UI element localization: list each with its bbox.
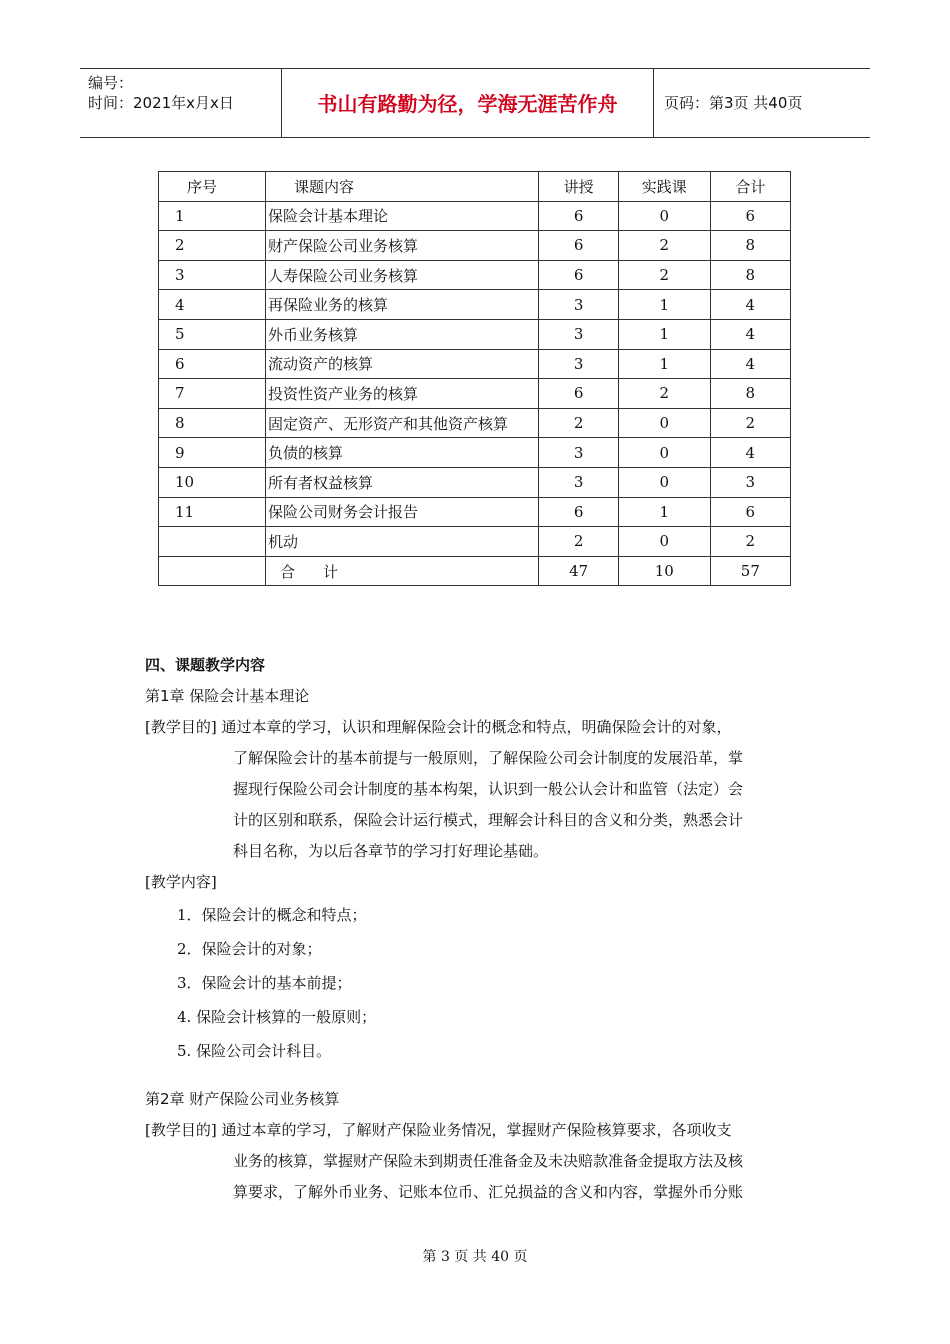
table-cell: 10	[159, 467, 266, 497]
table-row	[159, 467, 791, 497]
header-meta	[88, 73, 278, 113]
page-header	[80, 68, 870, 138]
table-cell: 1	[618, 319, 710, 349]
table-cell: 再保险业务的核算	[265, 290, 538, 320]
table-cell: 流动资产的核算	[265, 349, 538, 379]
header-time-label: 时间：2021年x月x日	[88, 94, 234, 112]
table-cell: 0	[618, 527, 710, 557]
table-cell: 0	[618, 438, 710, 468]
table-cell: 6	[710, 201, 790, 231]
table-row	[159, 349, 791, 379]
table-cell: 2	[618, 379, 710, 409]
list-item: 3．保险会计的基本前提；	[177, 974, 352, 992]
table-cell: 6	[710, 497, 790, 527]
table-cell	[159, 556, 266, 586]
table-cell: 11	[159, 497, 266, 527]
table-cell: 人寿保险公司业务核算	[265, 260, 538, 290]
table-row	[159, 408, 791, 438]
table-cell: 0	[618, 408, 710, 438]
table-header-cell: 实践课	[618, 172, 710, 202]
table-cell: 1	[618, 497, 710, 527]
purpose-line: 了解保险会计的基本前提与一般原则，了解保险公司会计制度的发展沿革，掌	[233, 749, 744, 767]
table-header-cell: 讲授	[539, 172, 618, 202]
table-cell: 4	[710, 290, 790, 320]
chapter-title: 第1章 保险会计基本理论	[145, 687, 310, 705]
table-cell: 2	[618, 231, 710, 261]
table-cell: 2	[618, 260, 710, 290]
table-cell	[159, 527, 266, 557]
table-row	[159, 438, 791, 468]
table-row	[159, 379, 791, 409]
table-row	[159, 201, 791, 231]
purpose-body	[145, 743, 805, 867]
table-cell: 2	[710, 527, 790, 557]
table-cell: 7	[159, 379, 266, 409]
table-header-cell: 序号	[159, 172, 266, 202]
table-cell: 6	[159, 349, 266, 379]
table-cell: 6	[539, 260, 618, 290]
purpose-body	[145, 1146, 805, 1208]
header-page-info: 页码：第3页 共40页	[664, 94, 803, 112]
table-cell: 3	[539, 319, 618, 349]
table-cell: 57	[710, 556, 790, 586]
purpose-line: 业务的核算，掌握财产保险未到期责任准备金及未决赔款准备金提取方法及核	[233, 1152, 744, 1170]
purpose-line: 计的区别和联系，保险会计运行模式，理解会计科目的含义和分类，熟悉会计	[233, 811, 744, 829]
spacer	[145, 1068, 805, 1084]
table-cell: 5	[159, 319, 266, 349]
section-title: 四、课题教学内容	[145, 656, 266, 674]
purpose-first-line: [教学目的] 通过本章的学习，了解财产保险业务情况，掌握财产保险核算要求，各项收支	[145, 1121, 732, 1139]
table-cell: 保险公司财务会计报告	[265, 497, 538, 527]
table-cell: 4	[710, 319, 790, 349]
table-cell: 6	[539, 231, 618, 261]
table-cell: 9	[159, 438, 266, 468]
table-cell: 合计	[265, 556, 538, 586]
table-cell: 3	[539, 467, 618, 497]
table-cell: 10	[618, 556, 710, 586]
table-cell: 8	[710, 260, 790, 290]
table-cell: 所有者权益核算	[265, 467, 538, 497]
purpose-line: 握现行保险公司会计制度的基本构架，认识到一般公认会计和监管（法定）会	[233, 780, 744, 798]
header-number-label: 编号：	[88, 74, 134, 92]
table-cell: 3	[539, 438, 618, 468]
table-row	[159, 231, 791, 261]
table-cell: 1	[159, 201, 266, 231]
table-header-cell: 合计	[710, 172, 790, 202]
list-item: 5. 保险公司会计科目。	[177, 1042, 332, 1060]
table-cell: 2	[539, 527, 618, 557]
table-cell: 6	[539, 379, 618, 409]
teaching-content	[145, 650, 805, 1208]
chapter-title: 第2章 财产保险公司业务核算	[145, 1090, 340, 1108]
page-footer: 第 3 页 共 40 页	[422, 1249, 528, 1265]
table-cell: 8	[710, 231, 790, 261]
table-cell: 2	[710, 408, 790, 438]
content-label: [教学内容]	[145, 873, 217, 891]
table-cell: 0	[618, 201, 710, 231]
table-cell: 固定资产、无形资产和其他资产核算	[265, 408, 538, 438]
purpose-first-line: [教学目的] 通过本章的学习，认识和理解保险会计的概念和特点，明确保险会计的对象，	[145, 718, 732, 736]
header-motto: 书山有路勤为径，学海无涯苦作舟	[317, 92, 618, 116]
table-cell: 3	[539, 349, 618, 379]
table-cell: 1	[618, 290, 710, 320]
purpose-line: 科目名称，为以后各章节的学习打好理论基础。	[233, 842, 549, 860]
table-cell: 8	[159, 408, 266, 438]
table-cell: 负债的核算	[265, 438, 538, 468]
table-cell: 3	[159, 260, 266, 290]
table-header-cell: 课题内容	[265, 172, 538, 202]
table-row	[159, 497, 791, 527]
table-cell: 3	[539, 290, 618, 320]
table-cell: 4	[710, 438, 790, 468]
table-cell: 2	[539, 408, 618, 438]
table-row	[159, 260, 791, 290]
table-cell: 3	[710, 467, 790, 497]
table-cell: 财产保险公司业务核算	[265, 231, 538, 261]
course-hours-table	[158, 171, 791, 586]
table-cell: 2	[159, 231, 266, 261]
table-row	[159, 290, 791, 320]
table-cell: 8	[710, 379, 790, 409]
table-cell: 投资性资产业务的核算	[265, 379, 538, 409]
table-header-row	[159, 172, 791, 202]
table-cell: 机动	[265, 527, 538, 557]
table-row	[159, 527, 791, 557]
table-cell: 4	[710, 349, 790, 379]
table-cell: 保险会计基本理论	[265, 201, 538, 231]
list-item: 2．保险会计的对象；	[177, 940, 322, 958]
header-divider	[653, 69, 654, 137]
purpose-line: 算要求，了解外币业务、记账本位币、汇兑损益的含义和内容，掌握外币分账	[233, 1183, 744, 1201]
table-cell: 6	[539, 497, 618, 527]
table-cell: 0	[618, 467, 710, 497]
list-item: 1．保险会计的概念和特点；	[177, 906, 367, 924]
table-cell: 外币业务核算	[265, 319, 538, 349]
table-total-row	[159, 556, 791, 586]
table-cell: 1	[618, 349, 710, 379]
table-cell: 6	[539, 201, 618, 231]
list-item: 4. 保险会计核算的一般原则；	[177, 1008, 377, 1026]
table-row	[159, 319, 791, 349]
table-cell: 47	[539, 556, 618, 586]
table-cell: 4	[159, 290, 266, 320]
